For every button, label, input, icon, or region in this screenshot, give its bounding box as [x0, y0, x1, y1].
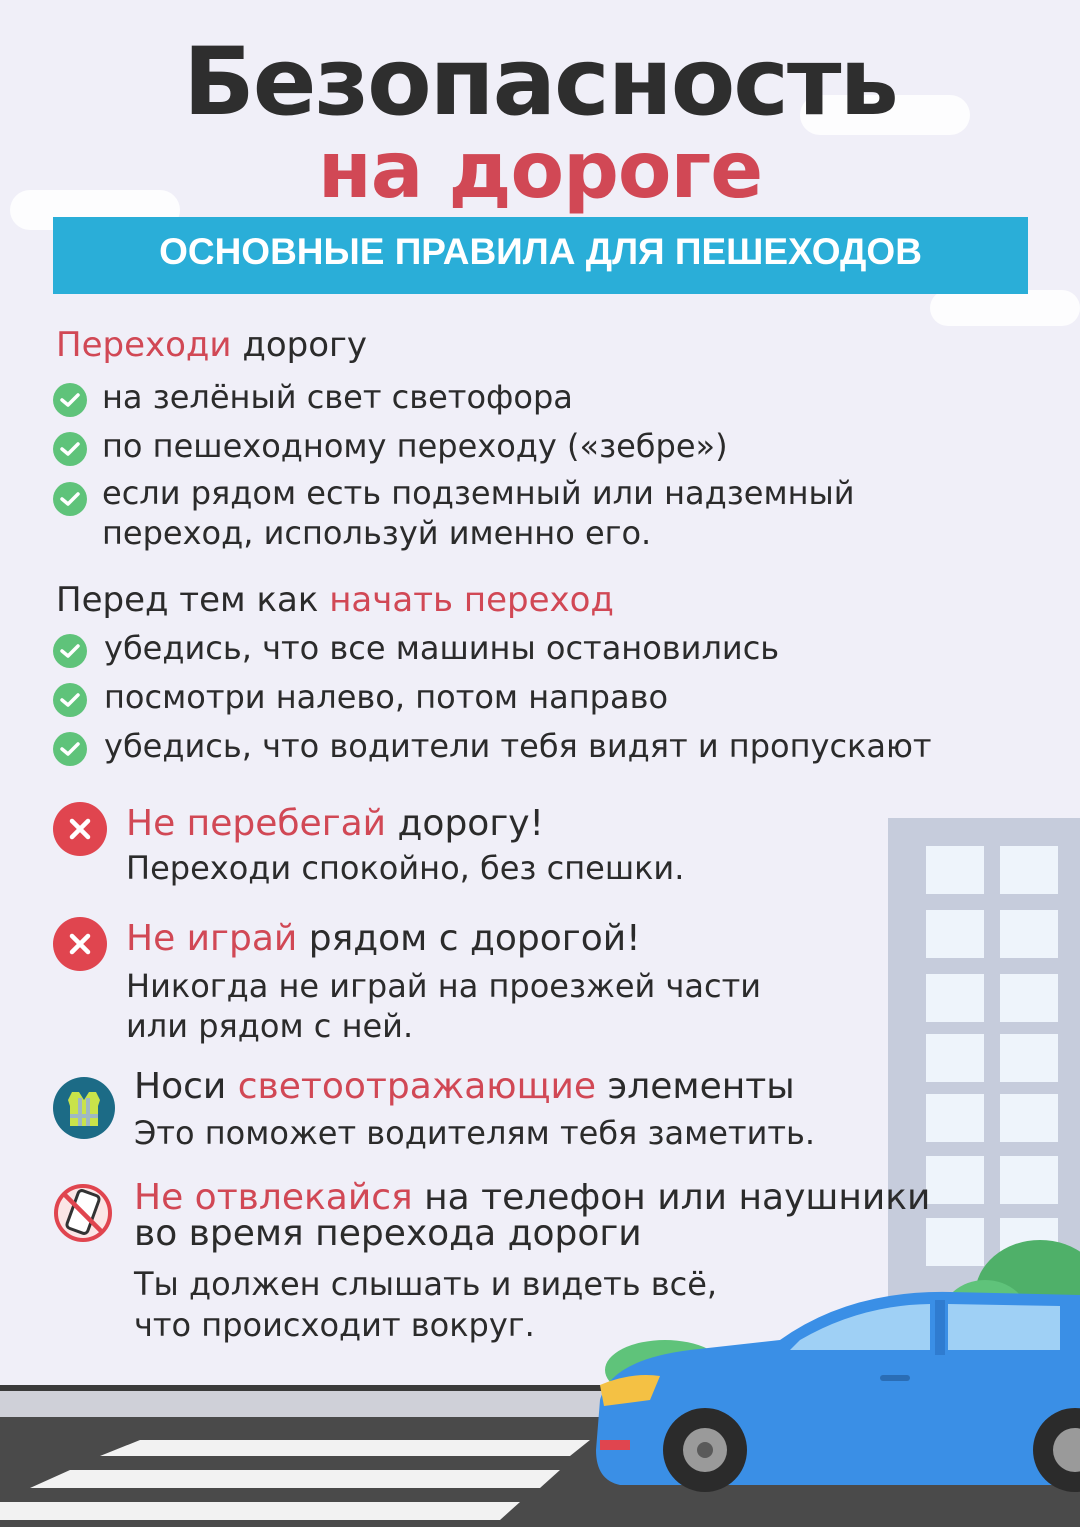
rule-text-continuation: или рядом с ней. [126, 1007, 414, 1045]
rule-heading-reflective [134, 1067, 795, 1107]
rule-text: Переходи спокойно, без спешки. [126, 849, 685, 887]
cross-icon [53, 917, 107, 971]
section-heading-cross [56, 325, 367, 365]
check-icon [53, 482, 87, 516]
list-item: убедись, что водители тебя видят и пропускают [104, 727, 932, 765]
heading-plain: Перед тем как [56, 580, 330, 620]
page-subtitle: на дороге [317, 126, 763, 216]
heading-accent: Не играй [126, 918, 298, 959]
heading-accent: начать переход [329, 580, 614, 620]
check-icon [53, 432, 87, 466]
check-icon [53, 634, 87, 668]
heading-plain: Носи [134, 1066, 238, 1107]
heading-accent: светоотражающие [237, 1066, 597, 1107]
rule-heading-continuation: во время перехода дороги [134, 1213, 642, 1254]
list-item: по пешеходному переходу («зебре») [102, 427, 728, 465]
heading-accent: Не перебегай [126, 803, 387, 844]
check-icon [53, 732, 87, 766]
heading-accent: Не отвлекайся [134, 1177, 413, 1218]
heading-rest: элементы [596, 1066, 795, 1107]
heading-rest: на телефон или наушники [412, 1177, 931, 1218]
rule-heading-no-playing [126, 919, 641, 959]
check-icon [53, 383, 87, 417]
list-item: если рядом есть подземный или надземный [102, 474, 855, 512]
rule-heading-no-running [126, 804, 544, 844]
list-item: посмотри налево, потом направо [104, 678, 669, 716]
heading-accent: Переходи [56, 325, 232, 365]
banner-text: ОСНОВНЫЕ ПРАВИЛА ДЛЯ ПЕШЕХОДОВ [159, 231, 922, 272]
list-item: убедись, что все машины остановились [104, 629, 780, 667]
heading-rest: дорогу! [386, 803, 544, 844]
reflective-vest-icon [52, 1076, 116, 1140]
check-icon [53, 683, 87, 717]
heading-rest: дорогу [231, 325, 368, 365]
banner [53, 217, 1028, 294]
rule-text: Это поможет водителям тебя заметить. [134, 1114, 816, 1152]
page-title: Безопасность [183, 28, 897, 137]
list-item: на зелёный свет светофора [102, 378, 573, 416]
cloud [930, 290, 1080, 326]
rule-text: Ты должен слышать и видеть всё, [134, 1265, 718, 1303]
rule-text-continuation: что происходит вокруг. [134, 1306, 535, 1344]
list-item-continuation: переход, используй именно его. [102, 514, 652, 552]
section-heading-before-crossing [56, 580, 614, 620]
cross-icon [53, 802, 107, 856]
road-illustration [0, 1200, 1080, 1527]
heading-rest: рядом с дорогой! [297, 918, 641, 959]
rule-text: Никогда не играй на проезжей части [126, 967, 762, 1005]
